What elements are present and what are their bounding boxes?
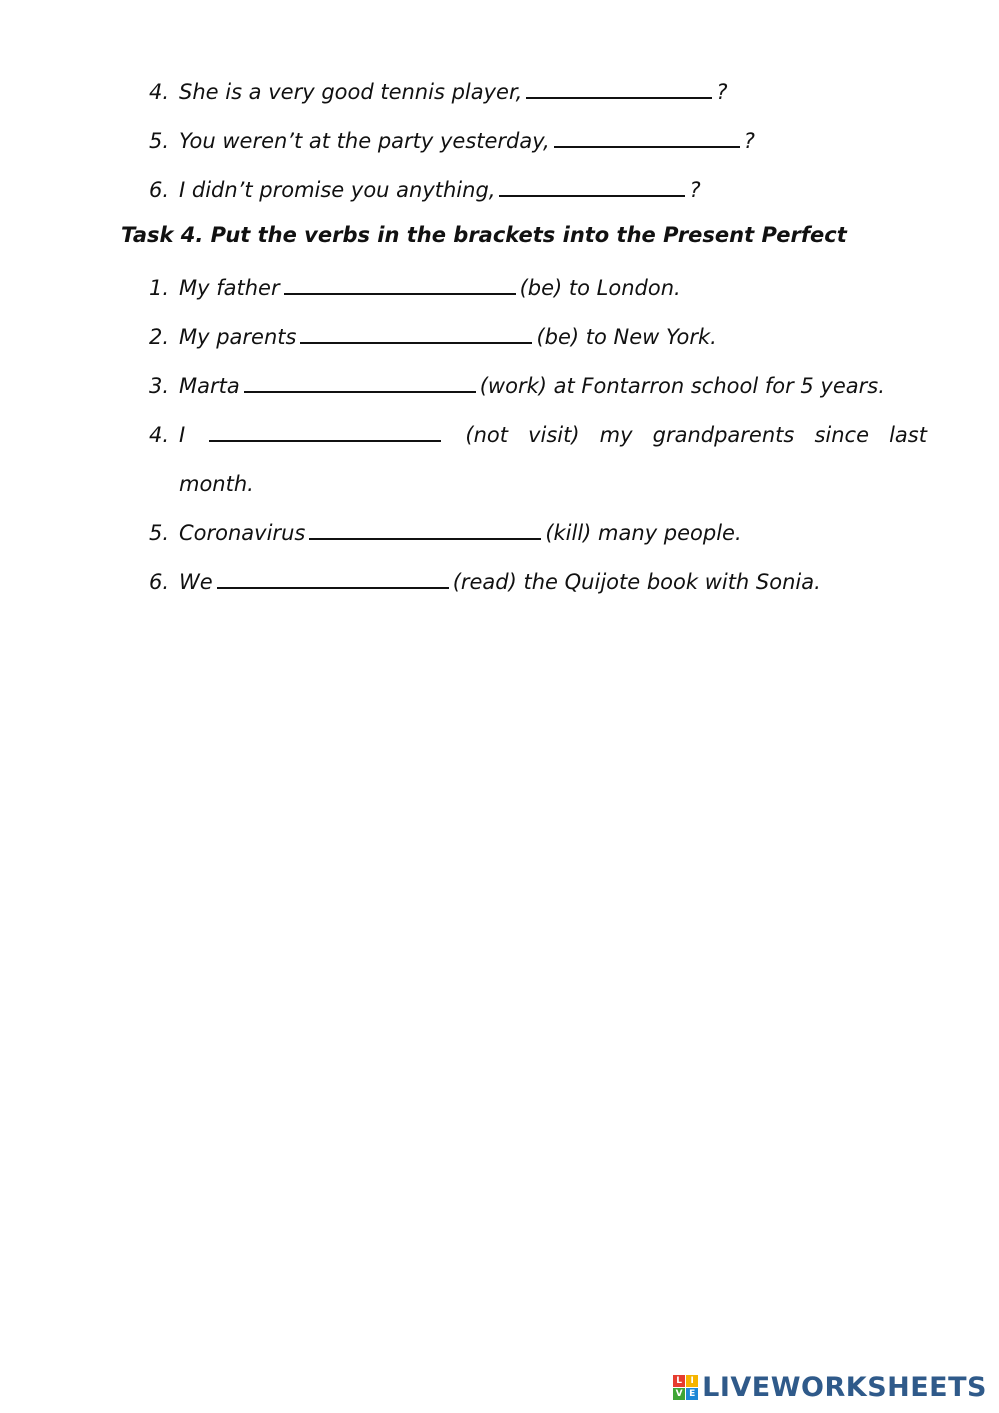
item-tail: ?: [716, 80, 728, 104]
logo-tile: V: [673, 1388, 685, 1400]
item-word: since: [814, 423, 869, 447]
item-text: I didn’t promise you anything,: [179, 178, 496, 202]
item-number: 2.: [149, 325, 170, 349]
live-logo-icon: [673, 1375, 698, 1400]
item-text: My father: [179, 276, 280, 300]
item-text: Coronavirus: [179, 521, 306, 545]
task4-item-1: [149, 275, 681, 299]
task4-item-3: [149, 373, 885, 397]
item-number: 6.: [149, 178, 170, 202]
item-tail: (read) the Quijote book with Sonia.: [452, 570, 821, 594]
item-text: We: [179, 570, 213, 594]
task3-item-4: [149, 79, 728, 103]
answer-blank[interactable]: [217, 569, 449, 589]
task4-item-4: [149, 422, 927, 495]
liveworksheets-logo: [673, 1372, 987, 1403]
item-tail: (be) to London.: [519, 276, 681, 300]
item-tail: ?: [743, 129, 755, 153]
item-tail: ?: [689, 178, 701, 202]
task4-item-2: [149, 324, 717, 348]
item-number: 3.: [149, 374, 170, 398]
item-word: grandparents: [652, 423, 795, 447]
item-text: Marta: [179, 374, 240, 398]
item-text: I: [179, 423, 186, 447]
item-word: visit): [528, 423, 580, 447]
item-number: 1.: [149, 276, 170, 300]
answer-blank[interactable]: [244, 373, 476, 393]
logo-tile: I: [686, 1375, 698, 1387]
item-text: You weren’t at the party yesterday,: [179, 129, 550, 153]
answer-blank[interactable]: [209, 422, 441, 442]
item-tail: (be) to New York.: [536, 325, 717, 349]
item-tail: (work) at Fontarron school for 5 years.: [479, 374, 885, 398]
item-text: My parents: [179, 325, 297, 349]
task4-item-6: [149, 569, 821, 593]
task4-heading: Task 4. Put the verbs in the brackets into the Present Perfect: [121, 223, 847, 247]
item-text: She is a very good tennis player,: [179, 80, 523, 104]
answer-blank[interactable]: [284, 275, 516, 295]
task3-item-5: [149, 128, 755, 152]
item-word: my: [599, 423, 633, 447]
item-word: (not: [465, 423, 508, 447]
logo-tile: E: [686, 1388, 698, 1400]
item-number: 5.: [149, 521, 170, 545]
item-number: 4.: [149, 423, 170, 447]
item-tail: (kill) many people.: [545, 521, 742, 545]
logo-tile: L: [673, 1375, 685, 1387]
item-number: 4.: [149, 80, 170, 104]
answer-blank[interactable]: [499, 177, 685, 197]
item-word: last: [889, 423, 927, 447]
task3-item-6: [149, 177, 701, 201]
answer-blank[interactable]: [309, 520, 541, 540]
item-number: 6.: [149, 570, 170, 594]
answer-blank[interactable]: [526, 79, 712, 99]
item-continuation: month.: [179, 472, 254, 496]
brand-name: LIVEWORKSHEETS: [702, 1372, 987, 1403]
item-number: 5.: [149, 129, 170, 153]
answer-blank[interactable]: [300, 324, 532, 344]
task4-item-5: [149, 520, 742, 544]
answer-blank[interactable]: [554, 128, 740, 148]
